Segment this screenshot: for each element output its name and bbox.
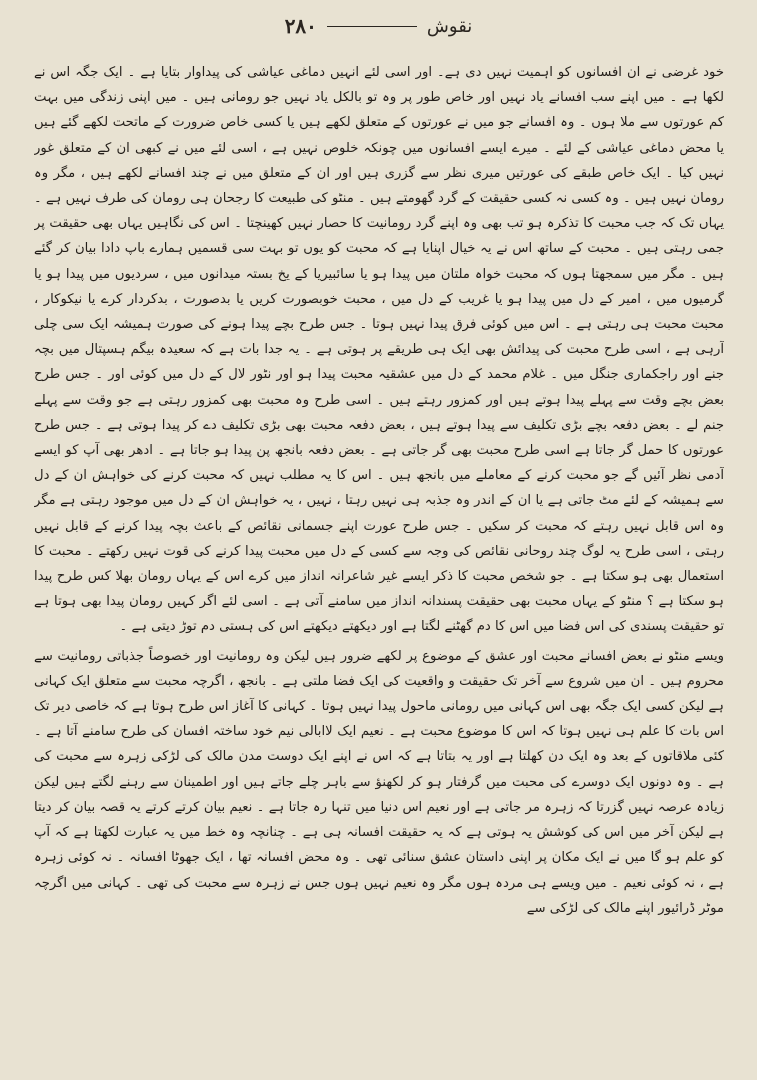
paragraph: ویسے منٹو نے بعض افسانے محبت اور عشق کے موضوع پر لکھے ضرور ہیں لیکن وہ رومانیت اور خصوصاً جذباتی رومانیت سے محروم ہیں ۔ ان میں شروع سے آخر تک حقیقت و واقعیت کی ایک فضا ملتی ہے ۔ بانجھ ، اگرچہ محبت سے متعلق ایک کہانی ہے لیکن کسی ایک جگہ بھی اس کہانی میں رومانی ماحول پیدا نہیں ہوتا ۔ کہانی کا آغاز اس طرح ہوتا ہے کہ خاصی دیر تک اس بات کا علم ہی نہیں ہوتا کہ اس کا موضوع محبت ہے ۔ نعیم ایک لاابالی نیم خود ساختہ افسان کی طرح سامنے آتا ہے ۔ کئی ملاقاتوں کے بعد وہ ایک دن کھلتا ہے اور یہ بتاتا ہے کہ اس نے اپنے ایک دوست مدن مالک کی لڑکی زہرہ سے محبت کی ہے ۔ وہ دونوں ایک دوسرے کی محبت میں گرفتار ہو کر لکھنؤ سے باہر چلے جاتے ہیں اور اطمینان سے رہنے لگتے ہیں لیکن زیادہ عرصہ نہیں گزرتا کہ زہرہ مر جاتی ہے اور نعیم اس دنیا میں تنہا رہ جاتا ہے ۔ نعیم بیان کرتے کرتے یہ قصہ بیان کر دیتا ہے لیکن آخر میں اس کی کوشش یہ ہوتی ہے کہ یہ حقیقت افسانہ ہی ہے ۔ چنانچہ وہ خط میں یہ عبارت لکھتا ہے کہ آپ کو علم ہو گا میں نے ایک مکان پر اپنی داستان عشق سنائی تھی ۔ وہ محض افسانہ تھا ، ایک جھوٹا افسانہ ۔ نہ کوئی زہرہ ہے ، نہ کوئی نعیم ۔ میں ویسے ہی مردہ ہوں مگر وہ نعیم نہیں ہوں جس نے زہرہ سے محبت کی تھی ۔ کہانی میں اگرچہ موٹر ڈرائیور اپنے مالک کی لڑکی سے xyxy=(34,648,724,916)
page-header xyxy=(0,14,757,48)
header-row xyxy=(285,14,473,38)
article-body xyxy=(34,60,724,1065)
page-number: ۲۸۰ xyxy=(284,14,317,38)
header-rule xyxy=(327,26,417,27)
journal-title: نقوش xyxy=(426,15,473,37)
paragraph: خود غرضی نے ان افسانوں کو اہمیت نہیں دی ہے۔ اور اسی لئے انہیں دماغی عیاشی کی پیداوار بتایا ہے ۔ ایک جگہ اس نے لکھا ہے ۔ میں اپنے سب افسانے یاد نہیں اور خاص طور پر وہ تو بالکل یاد نہیں جو رومانی ہیں ۔ میں اپنی زندگی میں بہت کم عورتوں سے ملا ہوں ۔ وہ افسانے جو میں نے عورتوں کے متعلق لکھے ہیں یا کسی خاص ضرورت کے ماتحت لکھے گئے ہیں یا محض دماغی عیاشی کے لئے ۔ میرے ایسے افسانوں میں چونکہ خلوص نہیں ہے ، اسی لئے میں نے کبھی ان کے متعلق غور نہیں کیا ۔ ایک خاص طبقے کی عورتیں میری نظر سے گزری ہیں اور ان کے متعلق میں نے چند افسانے لکھے ہیں ، مگر وہ رومان نہیں ہیں ۔ وہ کسی نہ کسی حقیقت کے گرد گھومتے ہیں ۔ منٹو کی طبیعت کا رجحان ہی رومان کی طرف نہیں ہے ۔ یہاں تک کہ جب محبت کا تذکرہ ہو تب بھی وہ اپنے گرد رومانیت کا حصار نہیں کھینچتا ۔ اس کی نگاہیں یہاں بھی حقیقت پر جمی رہتی ہیں ۔ محبت کے ساتھ اس نے یہ خیال اپنایا ہے کہ محبت کو یوں تو بہت سی قسمیں ہمارے باپ دادا بیان کر گئے ہیں ۔ مگر میں سمجھتا ہوں کہ محبت خواہ ملتان میں پیدا ہو یا سائبیریا کے یخ بستہ میدانوں میں ، سردیوں میں پیدا ہو یا گرمیوں میں ، امیر کے دل میں پیدا ہو یا غریب کے دل میں ، محبت خوبصورت کریں یا بدصورت ، بدکردار کرے یا نیکوکار ، محبت محبت ہی رہتی ہے ۔ اس میں کوئی فرق پیدا نہیں ہوتا ۔ جس طرح بچے پیدا ہونے کی صورت ہمیشہ ایک سی چلی آرہی ہے ، اسی طرح محبت کی پیدائش بھی ایک ہی طریقے پر ہوتی ہے ۔ یہ جدا بات ہے کہ سعیدہ بیگم ہسپتال میں بچہ جنے اور راجکماری جنگل میں ۔ غلام محمد کے دل میں عشقیہ محبت پیدا ہو اور نٹور لال کے دل میں کوئی اور ۔ جس طرح بعض بچے وقت سے پہلے پیدا ہوتے ہیں اور کمزور رہتے ہیں ۔ اسی طرح وہ محبت بھی کمزور رہتی ہے جو وقت سے پہلے جنم لے ۔ بعض دفعہ بچے بڑی تکلیف سے پیدا ہوتے ہیں ، بعض دفعہ محبت بھی بڑی تکلیف دے کر پیدا ہوتی ہے ۔ جس طرح عورتوں کا حمل گر جاتا ہے اسی طرح محبت بھی گر جاتی ہے ۔ بعض دفعہ بانجھ پن پیدا ہو جاتا ہے ۔ ادھر بھی آپ کو ایسے آدمی نظر آئیں گے جو محبت کرنے کے معاملے میں بانجھ ہیں ۔ اس کا یہ مطلب نہیں کہ محبت کرنے کی خواہش ان کے دل سے ہمیشہ کے لئے مٹ جاتی ہے یا ان کے اندر وہ جذبہ ہی نہیں رہتا ، نہیں ، یہ خواہش ان کے دل میں موجود رہتی ہے مگر وہ اس قابل نہیں رہتے کہ محبت کر سکیں ۔ جس طرح عورت اپنے جسمانی نقائص کے باعث بچہ پیدا کرنے کے قابل نہیں رہتی ، اسی طرح یہ لوگ چند روحانی نقائص کی وجہ سے کسی کے دل میں محبت پیدا کرنے کی قوت نہیں رکھتے ۔ محبت کا استعمال بھی ہو سکتا ہے ۔ جو شخص محبت کا ذکر ایسے غیر شاعرانہ انداز میں کرے اس کے یہاں رومان بھلا کس طرح پیدا ہو سکتا ہے ؟ منٹو کے یہاں محبت بھی حقیقت پسندانہ انداز میں سامنے آتی ہے ۔ اسی لئے اگر کہیں رومان پیدا بھی ہوتا ہے تو حقیقت پسندی کی اس فضا میں اس کا دم گھٹنے لگتا ہے اور دیکھتے دیکھتے اس کی ہستی دم توڑ دیتی ہے ۔ xyxy=(34,65,724,635)
